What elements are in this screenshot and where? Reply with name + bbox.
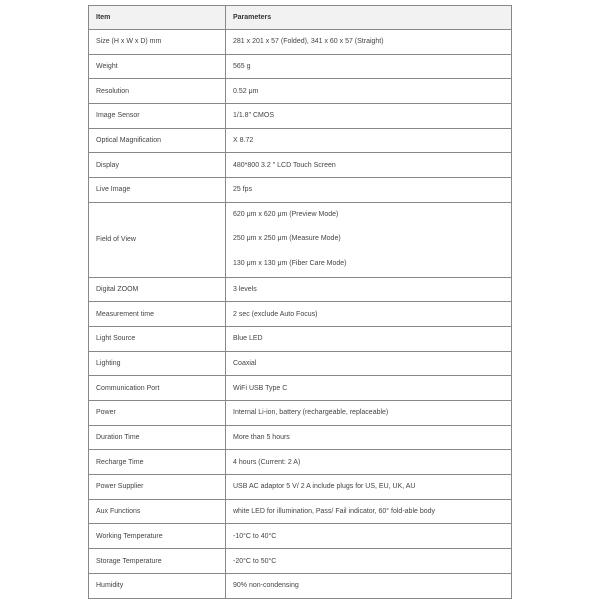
row-item: Digital ZOOM — [89, 277, 226, 302]
row-value: -10°C to 40°C — [226, 524, 512, 549]
row-value: 3 levels — [226, 277, 512, 302]
row-value-line: 250 μm x 250 μm (Measure Mode) — [233, 235, 341, 243]
table-row — [89, 30, 512, 55]
row-item: Measurement time — [89, 302, 226, 327]
table-row — [89, 425, 512, 450]
row-item: Resolution — [89, 79, 226, 104]
table-row — [89, 277, 512, 302]
row-value: Internal Li-ion, battery (rechargeable, replaceable) — [226, 401, 512, 426]
row-item: Recharge Time — [89, 450, 226, 475]
table-row — [89, 202, 512, 277]
table-row — [89, 524, 512, 549]
row-item: Humidity — [89, 573, 226, 598]
row-value: 1/1.8" CMOS — [226, 104, 512, 129]
row-item: Display — [89, 153, 226, 178]
row-value: 4 hours (Current: 2 A) — [226, 450, 512, 475]
row-item: Lighting — [89, 351, 226, 376]
row-item: Field of View — [89, 202, 226, 277]
row-value: Coaxial — [226, 351, 512, 376]
row-value: 2 sec (exclude Auto Focus) — [226, 302, 512, 327]
table-row — [89, 178, 512, 203]
row-item: Duration Time — [89, 425, 226, 450]
row-value: Blue LED — [226, 326, 512, 351]
row-value: WiFi USB Type C — [226, 376, 512, 401]
row-item: Power — [89, 401, 226, 426]
table-row — [89, 573, 512, 598]
table-row — [89, 499, 512, 524]
row-item: Weight — [89, 54, 226, 79]
row-item: Communication Port — [89, 376, 226, 401]
row-item: Live Image — [89, 178, 226, 203]
row-value: -20°C to 50°C — [226, 549, 512, 574]
row-item: Optical Magnification — [89, 128, 226, 153]
row-item: Storage Temperature — [89, 549, 226, 574]
table-row — [89, 450, 512, 475]
table-row — [89, 128, 512, 153]
row-item: Working Temperature — [89, 524, 226, 549]
row-item: Size (H x W x D) mm — [89, 30, 226, 55]
row-value: More than 5 hours — [226, 425, 512, 450]
row-value: X 8.72 — [226, 128, 512, 153]
table-row — [89, 54, 512, 79]
table-row — [89, 153, 512, 178]
specifications-table — [88, 5, 512, 599]
table-header-row — [89, 6, 512, 30]
row-value: 0.52 μm — [226, 79, 512, 104]
row-item: Aux Functions — [89, 499, 226, 524]
table-row — [89, 326, 512, 351]
row-value: white LED for illumination, Pass/ Fail indicator, 60° fold-able body — [226, 499, 512, 524]
table-row — [89, 401, 512, 426]
table-row — [89, 376, 512, 401]
header-item: Item — [89, 6, 226, 30]
row-value-line: 130 μm x 130 μm (Fiber Care Mode) — [233, 260, 347, 267]
row-value: 565 g — [226, 54, 512, 79]
table-row — [89, 549, 512, 574]
row-value: USB AC adaptor 5 V/ 2 A include plugs for US, EU, UK, AU — [226, 475, 512, 500]
row-value: 281 x 201 x 57 (Folded), 341 x 60 x 57 (Straight) — [226, 30, 512, 55]
row-item: Light Source — [89, 326, 226, 351]
table-row — [89, 302, 512, 327]
row-item: Image Sensor — [89, 104, 226, 129]
row-value: 480*800 3.2 " LCD Touch Screen — [226, 153, 512, 178]
row-value-multiline — [226, 202, 512, 277]
table-row — [89, 475, 512, 500]
header-parameters: Parameters — [226, 6, 512, 30]
table-row — [89, 79, 512, 104]
row-value-line: 620 μm x 620 μm (Preview Mode) — [233, 210, 339, 218]
table-row — [89, 351, 512, 376]
row-item: Power Supplier — [89, 475, 226, 500]
row-value: 90% non-condensing — [226, 573, 512, 598]
table-row — [89, 104, 512, 129]
row-value: 25 fps — [226, 178, 512, 203]
